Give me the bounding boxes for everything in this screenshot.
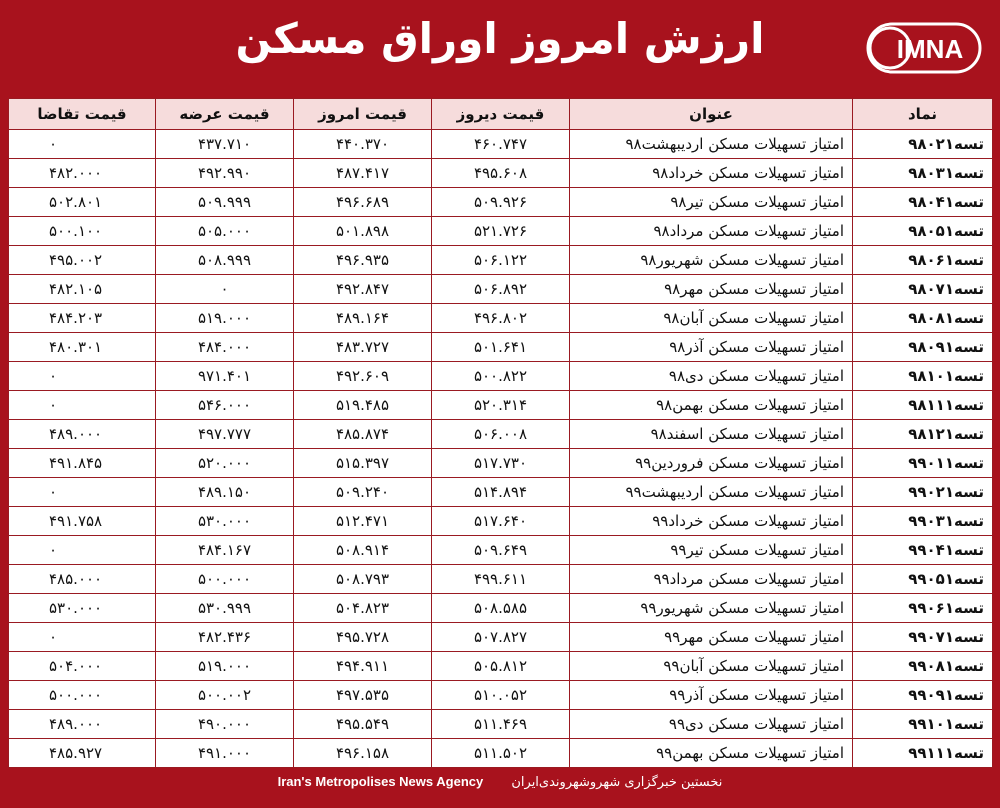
table-row: [9, 565, 993, 594]
cell-today-price: ۴۸۹.۱۶۴: [294, 304, 432, 333]
cell-demand-price: ۰: [9, 478, 156, 507]
cell-symbol: تسه۹۸۰۲۱: [853, 130, 993, 159]
cell-title: امتیاز تسهیلات مسکن خرداد۹۸: [570, 159, 853, 188]
cell-today-price: ۴۸۵.۸۷۴: [294, 420, 432, 449]
cell-demand-price: ۴۸۲.۱۰۵: [9, 275, 156, 304]
cell-offer-price: ۴۹۷.۷۷۷: [156, 420, 294, 449]
cell-yesterday-price: ۵۲۰.۳۱۴: [432, 391, 570, 420]
footer-persian: نخستین خبرگزاری شهروشهروندی‌ایران: [511, 775, 723, 790]
cell-offer-price: ۵۰۸.۹۹۹: [156, 246, 294, 275]
table-row: [9, 681, 993, 710]
table-row: [9, 536, 993, 565]
cell-today-price: ۴۹۲.۸۴۷: [294, 275, 432, 304]
cell-demand-price: ۵۰۲.۸۰۱: [9, 188, 156, 217]
cell-yesterday-price: ۵۱۰.۰۵۲: [432, 681, 570, 710]
table-row: [9, 391, 993, 420]
table-row: [9, 420, 993, 449]
cell-title: امتیاز تسهیلات مسکن اردیبهشت۹۹: [570, 478, 853, 507]
cell-title: امتیاز تسهیلات مسکن بهمن۹۹: [570, 739, 853, 768]
cell-symbol: تسه۹۸۱۲۱: [853, 420, 993, 449]
cell-title: امتیاز تسهیلات مسکن شهریور۹۹: [570, 594, 853, 623]
table-row: [9, 362, 993, 391]
header: [0, 0, 1000, 96]
cell-offer-price: ۴۳۷.۷۱۰: [156, 130, 294, 159]
cell-today-price: ۴۹۶.۱۵۸: [294, 739, 432, 768]
cell-offer-price: ۵۰۰.۰۰۲: [156, 681, 294, 710]
cell-title: امتیاز تسهیلات مسکن تیر۹۹: [570, 536, 853, 565]
table-row: [9, 159, 993, 188]
cell-yesterday-price: ۵۱۴.۸۹۴: [432, 478, 570, 507]
cell-offer-price: ۵۰۰.۰۰۰: [156, 565, 294, 594]
cell-title: امتیاز تسهیلات مسکن دی۹۸: [570, 362, 853, 391]
cell-demand-price: ۰: [9, 536, 156, 565]
footer-english: Iran's Metropolises News Agency: [277, 774, 484, 789]
table-row: [9, 246, 993, 275]
table-row: [9, 188, 993, 217]
cell-offer-price: ۵۳۰.۹۹۹: [156, 594, 294, 623]
cell-today-price: ۵۱۲.۴۷۱: [294, 507, 432, 536]
column-header-symbol: نماد: [853, 99, 993, 130]
cell-demand-price: ۴۸۹.۰۰۰: [9, 710, 156, 739]
cell-yesterday-price: ۵۰۱.۶۴۱: [432, 333, 570, 362]
cell-title: امتیاز تسهیلات مسکن آذر۹۹: [570, 681, 853, 710]
cell-symbol: تسه۹۸۱۰۱: [853, 362, 993, 391]
table-row: [9, 217, 993, 246]
cell-title: امتیاز تسهیلات مسکن مرداد۹۸: [570, 217, 853, 246]
table-row: [9, 130, 993, 159]
column-header-offer-price: قیمت عرضه: [156, 99, 294, 130]
cell-today-price: ۵۱۹.۴۸۵: [294, 391, 432, 420]
cell-yesterday-price: ۵۱۱.۵۰۲: [432, 739, 570, 768]
cell-title: امتیاز تسهیلات مسکن مهر۹۹: [570, 623, 853, 652]
cell-today-price: ۵۰۹.۲۴۰: [294, 478, 432, 507]
cell-yesterday-price: ۵۰۶.۰۰۸: [432, 420, 570, 449]
table-row: [9, 507, 993, 536]
cell-demand-price: ۴۸۲.۰۰۰: [9, 159, 156, 188]
cell-offer-price: ۴۸۴.۱۶۷: [156, 536, 294, 565]
cell-offer-price: ۵۲۰.۰۰۰: [156, 449, 294, 478]
cell-today-price: ۴۹۶.۹۳۵: [294, 246, 432, 275]
cell-symbol: تسه۹۹۰۴۱: [853, 536, 993, 565]
cell-today-price: ۴۹۶.۶۸۹: [294, 188, 432, 217]
cell-today-price: ۵۰۸.۹۱۴: [294, 536, 432, 565]
cell-demand-price: ۴۸۵.۹۲۷: [9, 739, 156, 768]
cell-today-price: ۴۹۵.۷۲۸: [294, 623, 432, 652]
cell-today-price: ۵۰۸.۷۹۳: [294, 565, 432, 594]
price-table: [8, 98, 992, 768]
cell-today-price: ۵۰۱.۸۹۸: [294, 217, 432, 246]
cell-demand-price: ۴۸۵.۰۰۰: [9, 565, 156, 594]
cell-demand-price: ۰: [9, 130, 156, 159]
cell-today-price: ۴۸۳.۷۲۷: [294, 333, 432, 362]
cell-symbol: تسه۹۸۰۷۱: [853, 275, 993, 304]
cell-yesterday-price: ۵۰۰.۸۲۲: [432, 362, 570, 391]
cell-today-price: ۴۹۵.۵۴۹: [294, 710, 432, 739]
cell-today-price: ۴۸۷.۴۱۷: [294, 159, 432, 188]
cell-symbol: تسه۹۹۰۲۱: [853, 478, 993, 507]
cell-demand-price: ۵۰۴.۰۰۰: [9, 652, 156, 681]
cell-demand-price: ۴۸۹.۰۰۰: [9, 420, 156, 449]
cell-symbol: تسه۹۹۱۰۱: [853, 710, 993, 739]
table-row: [9, 594, 993, 623]
cell-title: امتیاز تسهیلات مسکن آبان۹۹: [570, 652, 853, 681]
cell-title: امتیاز تسهیلات مسکن فروردین۹۹: [570, 449, 853, 478]
cell-title: امتیاز تسهیلات مسکن مهر۹۸: [570, 275, 853, 304]
cell-symbol: تسه۹۸۰۸۱: [853, 304, 993, 333]
cell-title: امتیاز تسهیلات مسکن بهمن۹۸: [570, 391, 853, 420]
cell-symbol: تسه۹۹۱۱۱: [853, 739, 993, 768]
cell-demand-price: ۴۸۴.۲۰۳: [9, 304, 156, 333]
cell-yesterday-price: ۴۹۹.۶۱۱: [432, 565, 570, 594]
table-row: [9, 449, 993, 478]
cell-title: امتیاز تسهیلات مسکن اسفند۹۸: [570, 420, 853, 449]
cell-yesterday-price: ۴۹۵.۶۰۸: [432, 159, 570, 188]
cell-yesterday-price: ۵۱۷.۶۴۰: [432, 507, 570, 536]
column-header-yesterday-price: قیمت دیروز: [432, 99, 570, 130]
cell-offer-price: ۴۸۴.۰۰۰: [156, 333, 294, 362]
cell-demand-price: ۴۹۱.۸۴۵: [9, 449, 156, 478]
cell-yesterday-price: ۵۲۱.۷۲۶: [432, 217, 570, 246]
cell-symbol: تسه۹۸۰۵۱: [853, 217, 993, 246]
table-row: [9, 739, 993, 768]
table-row: [9, 652, 993, 681]
cell-offer-price: ۵۰۹.۹۹۹: [156, 188, 294, 217]
cell-offer-price: ۵۰۵.۰۰۰: [156, 217, 294, 246]
cell-demand-price: ۵۳۰.۰۰۰: [9, 594, 156, 623]
cell-symbol: تسه۹۸۰۹۱: [853, 333, 993, 362]
cell-title: امتیاز تسهیلات مسکن دی۹۹: [570, 710, 853, 739]
cell-yesterday-price: ۵۰۵.۸۱۲: [432, 652, 570, 681]
cell-today-price: ۴۹۴.۹۱۱: [294, 652, 432, 681]
cell-demand-price: ۴۹۱.۷۵۸: [9, 507, 156, 536]
table-row: [9, 623, 993, 652]
cell-demand-price: ۵۰۰.۰۰۰: [9, 681, 156, 710]
cell-title: امتیاز تسهیلات مسکن آبان۹۸: [570, 304, 853, 333]
cell-offer-price: ۵۴۶.۰۰۰: [156, 391, 294, 420]
cell-offer-price: ۴۹۰.۰۰۰: [156, 710, 294, 739]
cell-yesterday-price: ۵۰۹.۶۴۹: [432, 536, 570, 565]
cell-demand-price: ۴۹۵.۰۰۲: [9, 246, 156, 275]
cell-symbol: تسه۹۹۰۷۱: [853, 623, 993, 652]
cell-demand-price: ۰: [9, 362, 156, 391]
column-header-today-price: قیمت امروز: [294, 99, 432, 130]
table-row: [9, 478, 993, 507]
cell-offer-price: ۴۸۹.۱۵۰: [156, 478, 294, 507]
cell-yesterday-price: ۵۱۷.۷۳۰: [432, 449, 570, 478]
cell-demand-price: ۴۸۰.۳۰۱: [9, 333, 156, 362]
cell-today-price: ۵۱۵.۳۹۷: [294, 449, 432, 478]
cell-offer-price: ۰: [156, 275, 294, 304]
column-header-title: عنوان: [570, 99, 853, 130]
table-row: [9, 275, 993, 304]
table-row: [9, 333, 993, 362]
svg-text:IMNA: IMNA: [896, 34, 964, 64]
cell-symbol: تسه۹۸۰۳۱: [853, 159, 993, 188]
cell-yesterday-price: ۵۰۹.۹۲۶: [432, 188, 570, 217]
cell-today-price: ۴۹۷.۵۳۵: [294, 681, 432, 710]
cell-demand-price: ۰: [9, 623, 156, 652]
cell-offer-price: ۵۱۹.۰۰۰: [156, 652, 294, 681]
cell-title: امتیاز تسهیلات مسکن اردیبهشت۹۸: [570, 130, 853, 159]
cell-symbol: تسه۹۹۰۶۱: [853, 594, 993, 623]
cell-symbol: تسه۹۸۰۴۱: [853, 188, 993, 217]
cell-offer-price: ۴۹۲.۹۹۰: [156, 159, 294, 188]
cell-demand-price: ۵۰۰.۱۰۰: [9, 217, 156, 246]
cell-symbol: تسه۹۹۰۸۱: [853, 652, 993, 681]
cell-yesterday-price: ۵۰۶.۱۲۲: [432, 246, 570, 275]
cell-offer-price: ۵۳۰.۰۰۰: [156, 507, 294, 536]
cell-title: امتیاز تسهیلات مسکن شهریور۹۸: [570, 246, 853, 275]
table-row: [9, 304, 993, 333]
cell-today-price: ۴۴۰.۳۷۰: [294, 130, 432, 159]
footer: [0, 772, 1000, 808]
page-title: ارزش امروز اوراق مسکن: [235, 14, 765, 63]
cell-symbol: تسه۹۹۰۹۱: [853, 681, 993, 710]
cell-offer-price: ۴۸۲.۴۳۶: [156, 623, 294, 652]
cell-title: امتیاز تسهیلات مسکن آذر۹۸: [570, 333, 853, 362]
cell-symbol: تسه۹۸۰۶۱: [853, 246, 993, 275]
cell-yesterday-price: ۵۰۶.۸۹۲: [432, 275, 570, 304]
cell-offer-price: ۵۱۹.۰۰۰: [156, 304, 294, 333]
imna-logo: [866, 20, 982, 76]
column-header-demand-price: قیمت تقاضا: [9, 99, 156, 130]
cell-symbol: تسه۹۹۰۵۱: [853, 565, 993, 594]
cell-symbol: تسه۹۹۰۳۱: [853, 507, 993, 536]
cell-title: امتیاز تسهیلات مسکن مرداد۹۹: [570, 565, 853, 594]
table-header-row: [9, 99, 993, 130]
cell-title: امتیاز تسهیلات مسکن تیر۹۸: [570, 188, 853, 217]
cell-today-price: ۴۹۲.۶۰۹: [294, 362, 432, 391]
cell-title: امتیاز تسهیلات مسکن خرداد۹۹: [570, 507, 853, 536]
cell-today-price: ۵۰۴.۸۲۳: [294, 594, 432, 623]
cell-yesterday-price: ۴۶۰.۷۴۷: [432, 130, 570, 159]
cell-symbol: تسه۹۹۰۱۱: [853, 449, 993, 478]
cell-yesterday-price: ۵۰۷.۸۲۷: [432, 623, 570, 652]
table-row: [9, 710, 993, 739]
cell-yesterday-price: ۵۱۱.۴۶۹: [432, 710, 570, 739]
cell-yesterday-price: ۵۰۸.۵۸۵: [432, 594, 570, 623]
cell-offer-price: ۹۷۱.۴۰۱: [156, 362, 294, 391]
cell-demand-price: ۰: [9, 391, 156, 420]
cell-symbol: تسه۹۸۱۱۱: [853, 391, 993, 420]
cell-offer-price: ۴۹۱.۰۰۰: [156, 739, 294, 768]
cell-yesterday-price: ۴۹۶.۸۰۲: [432, 304, 570, 333]
